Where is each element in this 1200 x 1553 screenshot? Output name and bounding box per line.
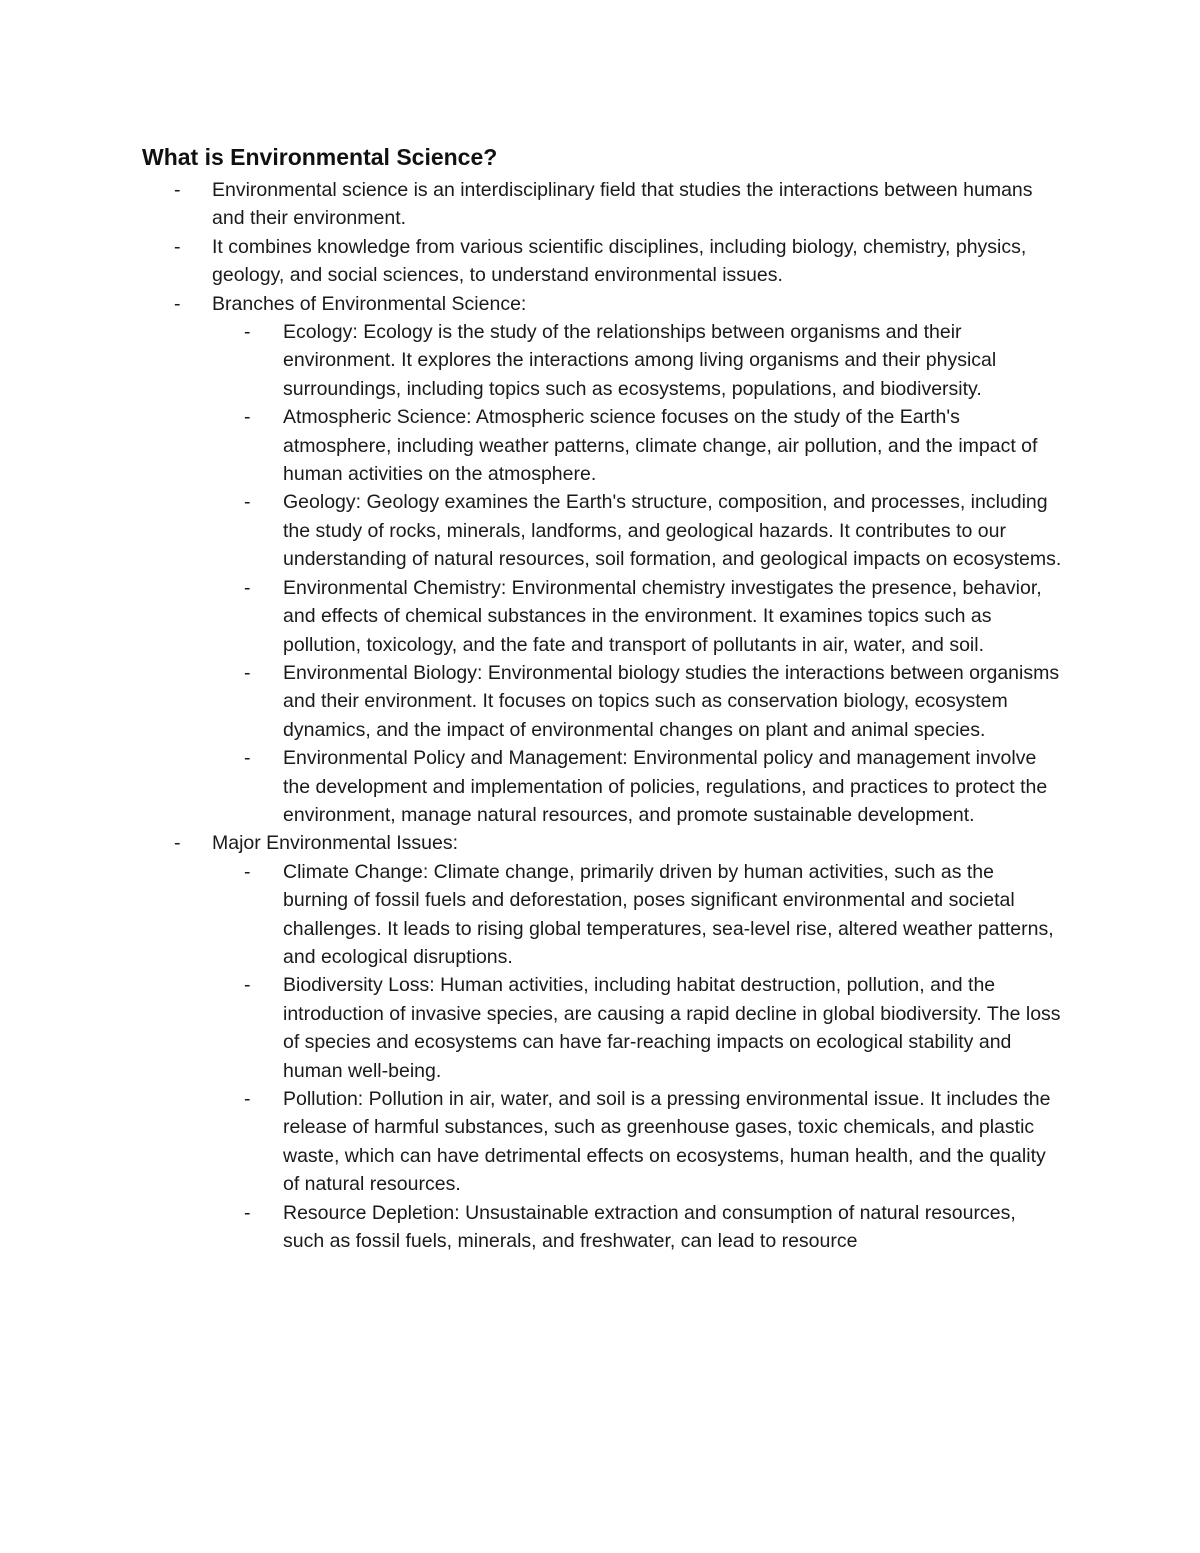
bullet-dash: - — [244, 406, 251, 429]
branches-section — [142, 290, 1062, 830]
top-level-list — [142, 176, 1062, 1255]
list-item — [212, 318, 1062, 403]
list-item-text: Environmental Chemistry: Environmental chemistry investigates the presence, behavior, and effects of chemical substances in the environment. It examines topics such as pollution, toxicology, and the fate and transport of pollutants in air, water, and soil. — [283, 576, 1042, 656]
document-body — [142, 142, 1062, 1255]
bullet-dash: - — [244, 860, 251, 883]
list-item-text: Ecology: Ecology is the study of the relationships between organisms and their environment. It explores the interactions among living organisms and their physical surroundings, including topics such as ecosystems, populations, and biodiversity. — [283, 321, 997, 400]
list-item — [142, 176, 1062, 233]
list-item-text: Environmental science is an interdisciplinary field that studies the interactions between humans and their environment. — [212, 179, 1033, 230]
page-title: What is Environmental Science? — [142, 144, 498, 170]
list-item — [142, 233, 1062, 290]
section-heading: Major Environmental Issues: — [212, 832, 459, 855]
bullet-dash: - — [174, 292, 181, 315]
branches-list — [212, 318, 1062, 829]
list-item-text: Atmospheric Science: Atmospheric science focuses on the study of the Earth's atmosphere, including weather patterns, climate change, air pollution, and the impact of human activities on the atmosphere. — [283, 406, 1038, 486]
bullet-dash: - — [244, 576, 251, 599]
list-item — [212, 574, 1062, 659]
bullet-dash: - — [244, 321, 251, 344]
list-item-text: Geology: Geology examines the Earth's structure, composition, and processes, including the study of rocks, minerals, landforms, and geological hazards. It contributes to our understanding of natural resources, soil formation, and geological impacts on ecosystems. — [283, 491, 1062, 571]
list-item-text: It combines knowledge from various scientific disciplines, including biology, chemistry, physics, geology, and social sciences, to understand environmental issues. — [212, 235, 1027, 287]
list-item-text: Climate Change: Climate change, primarily driven by human activities, such as the burning of fossil fuels and deforestation, poses significant environmental and societal challenges. It leads to rising global temperatures, sea-level rise, altered weather patterns, and ecological disruptions. — [283, 860, 1054, 968]
list-item-text: Environmental Policy and Management: Environmental policy and management involve the development and implementation of policies, regulations, and practices to protect the environment, manage natural resources, and promote sustainable development. — [283, 747, 1048, 826]
bullet-dash: - — [174, 235, 181, 258]
bullet-dash: - — [244, 491, 251, 514]
list-item-text: Pollution: Pollution in air, water, and soil is a pressing environmental issue. It includes the release of harmful substances, such as greenhouse gases, toxic chemicals, and plastic waste, which can have detrimental effects on ecosystems, human health, and the quality of natural resources. — [283, 1088, 1051, 1196]
list-item — [212, 403, 1062, 488]
bullet-dash: - — [174, 832, 181, 855]
bullet-dash: - — [174, 179, 181, 201]
section-heading: Branches of Environmental Science: — [212, 292, 527, 315]
list-item-text: Biodiversity Loss: Human activities, including habitat destruction, pollution, and the introduction of invasive species, are causing a rapid decline in global biodiversity. The loss of species and ecosystems can have far-reaching impacts on ecological stability and human well-being. — [283, 974, 1061, 1082]
list-item — [212, 488, 1062, 573]
list-item — [212, 858, 1062, 972]
list-item — [212, 971, 1062, 1085]
bullet-dash: - — [244, 1201, 251, 1224]
list-item — [212, 1199, 1062, 1256]
list-item — [212, 744, 1062, 829]
list-item — [212, 1085, 1062, 1199]
bullet-dash: - — [244, 661, 251, 684]
list-item-text: Resource Depletion: Unsustainable extraction and consumption of natural resources, such as fossil fuels, minerals, and freshwater, can lead to resource — [283, 1201, 1016, 1253]
bullet-dash: - — [244, 974, 251, 997]
bullet-dash: - — [244, 1088, 251, 1110]
bullet-dash: - — [244, 747, 251, 770]
issues-list — [212, 858, 1062, 1256]
list-item — [212, 659, 1062, 744]
list-item-text: Environmental Biology: Environmental biology studies the interactions between organisms and their environment. It focuses on topics such as conservation biology, ecosystem dynamics, and the impact of environmental changes on plant and animal species. — [283, 661, 1060, 741]
issues-section — [142, 829, 1062, 1255]
